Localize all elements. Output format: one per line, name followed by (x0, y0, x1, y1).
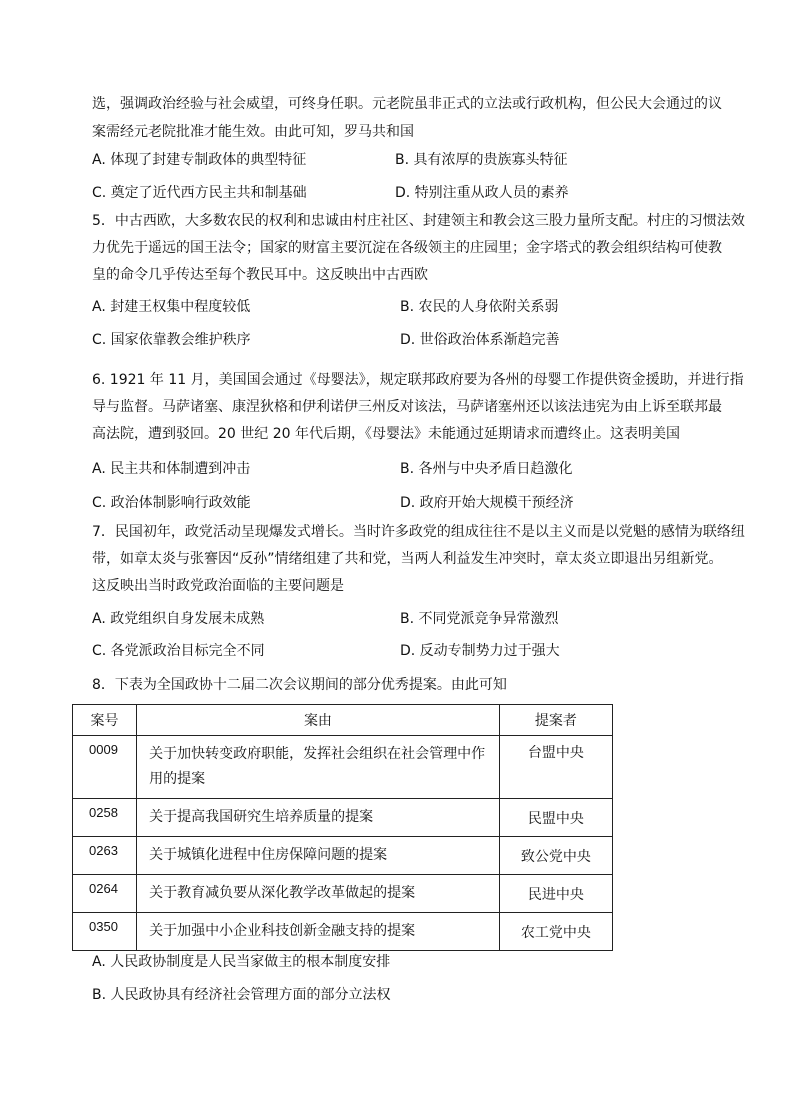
table-row (73, 837, 613, 875)
q6-option-c: C. 政治体制影响行政效能 (92, 495, 251, 511)
case-reason: 关于提高我国研究生培养质量的提案 (137, 799, 500, 837)
case-number: 0264 (73, 875, 137, 913)
q8-stem: 8．下表为全国政协十二届二次会议期间的部分优秀提案。由此可知 (92, 677, 507, 693)
q6-option-d: D. 政府开始大规模干预经济 (400, 495, 574, 511)
q4-option-c: C. 奠定了近代西方民主共和制基础 (92, 185, 307, 201)
q6-option-a: A. 民主共和体制遭到冲击 (92, 461, 251, 477)
q5-stem-line-3: 皇的命令几乎传达至每个教民耳中。这反映出中古西欧 (92, 267, 428, 283)
q6-option-b: B. 各州与中央矛盾日趋激化 (400, 461, 573, 477)
case-reason: 关于加强中小企业科技创新金融支持的提案 (137, 913, 500, 951)
table-row (73, 913, 613, 951)
table-row (73, 736, 613, 799)
case-reason: 关于城镇化进程中住房保障问题的提案 (137, 837, 500, 875)
case-reason: 关于教育减负要从深化教学改革做起的提案 (137, 875, 500, 913)
q4-stem-line-2: 案需经元老院批准才能生效。由此可知，罗马共和国 (92, 124, 414, 140)
q7-stem-line-3: 这反映出当时政党政治面临的主要问题是 (92, 578, 344, 594)
q5-option-d: D. 世俗政治体系渐趋完善 (400, 332, 560, 348)
proposer: 民进中央 (499, 875, 612, 913)
table-header-row (73, 705, 613, 736)
proposals-table (72, 704, 613, 951)
proposer: 致公党中央 (499, 837, 612, 875)
proposer: 农工党中央 (499, 913, 612, 951)
q5-stem-line-2: 力优先于遥远的国王法令；国家的财富主要沉淀在各级领主的庄园里；金字塔式的教会组织结构可使教 (92, 240, 722, 256)
q8-option-b: B. 人民政协具有经济社会管理方面的部分立法权 (92, 987, 391, 1003)
case-reason: 关于加快转变政府职能，发挥社会组织在社会管理中作用的提案 (137, 736, 500, 799)
q7-stem-line-1: 7．民国初年，政党活动呈现爆发式增长。当时许多政党的组成往往不是以主义而是以党魁的感情为联络纽 (92, 524, 745, 540)
q4-option-d: D. 特别注重从政人员的素养 (395, 185, 569, 201)
q4-option-a: A. 体现了封建专制政体的典型特征 (92, 152, 307, 168)
q7-option-b: B. 不同党派竞争异常激烈 (400, 611, 559, 627)
q7-option-a: A. 政党组织自身发展未成熟 (92, 611, 265, 627)
case-number: 0263 (73, 837, 137, 875)
q5-option-a: A. 封建王权集中程度较低 (92, 299, 251, 315)
q5-option-c: C. 国家依靠教会维护秩序 (92, 332, 251, 348)
q8-option-a: A. 人民政协制度是人民当家做主的根本制度安排 (92, 954, 391, 970)
proposer: 民盟中央 (499, 799, 612, 837)
q5-stem-line-1: 5．中古西欧，大多数农民的权利和忠诚由村庄社区、封建领主和教会这三股力量所支配。村庄的习惯法效 (92, 213, 745, 229)
case-number: 0009 (73, 736, 137, 799)
q7-stem-line-2: 带，如章太炎与张謇因“反孙”情绪组建了共和党，当两人利益发生冲突时，章太炎立即退出另组新党。 (92, 551, 723, 567)
table-row (73, 799, 613, 837)
header-case-number: 案号 (73, 705, 137, 736)
proposer: 台盟中央 (499, 736, 612, 799)
q4-option-b: B. 具有浓厚的贵族寡头特征 (395, 152, 568, 168)
q6-stem-line-2: 导与监督。马萨诸塞、康涅狄格和伊利诺伊三州反对该法，马萨诸塞州还以该法违宪为由上诉至联邦最 (92, 399, 722, 415)
q4-stem-line-1: 选，强调政治经验与社会威望，可终身任职。元老院虽非正式的立法或行政机构，但公民大会通过的议 (92, 96, 722, 112)
q7-option-c: C. 各党派政治目标完全不同 (92, 643, 265, 659)
q7-option-d: D. 反动专制势力过于强大 (400, 643, 560, 659)
q6-stem-line-3: 高法院，遭到驳回。20 世纪 20 年代后期，《母婴法》未能通过延期请求而遭终止。这表明美国 (92, 426, 680, 442)
header-proposer: 提案者 (499, 705, 612, 736)
case-number: 0258 (73, 799, 137, 837)
case-number: 0350 (73, 913, 137, 951)
q6-stem-line-1: 6. 1921 年 11 月，美国国会通过《母婴法》，规定联邦政府要为各州的母婴工作提供资金援助，并进行指 (92, 372, 744, 388)
q5-option-b: B. 农民的人身依附关系弱 (400, 299, 559, 315)
header-case-reason: 案由 (137, 705, 500, 736)
table-row (73, 875, 613, 913)
